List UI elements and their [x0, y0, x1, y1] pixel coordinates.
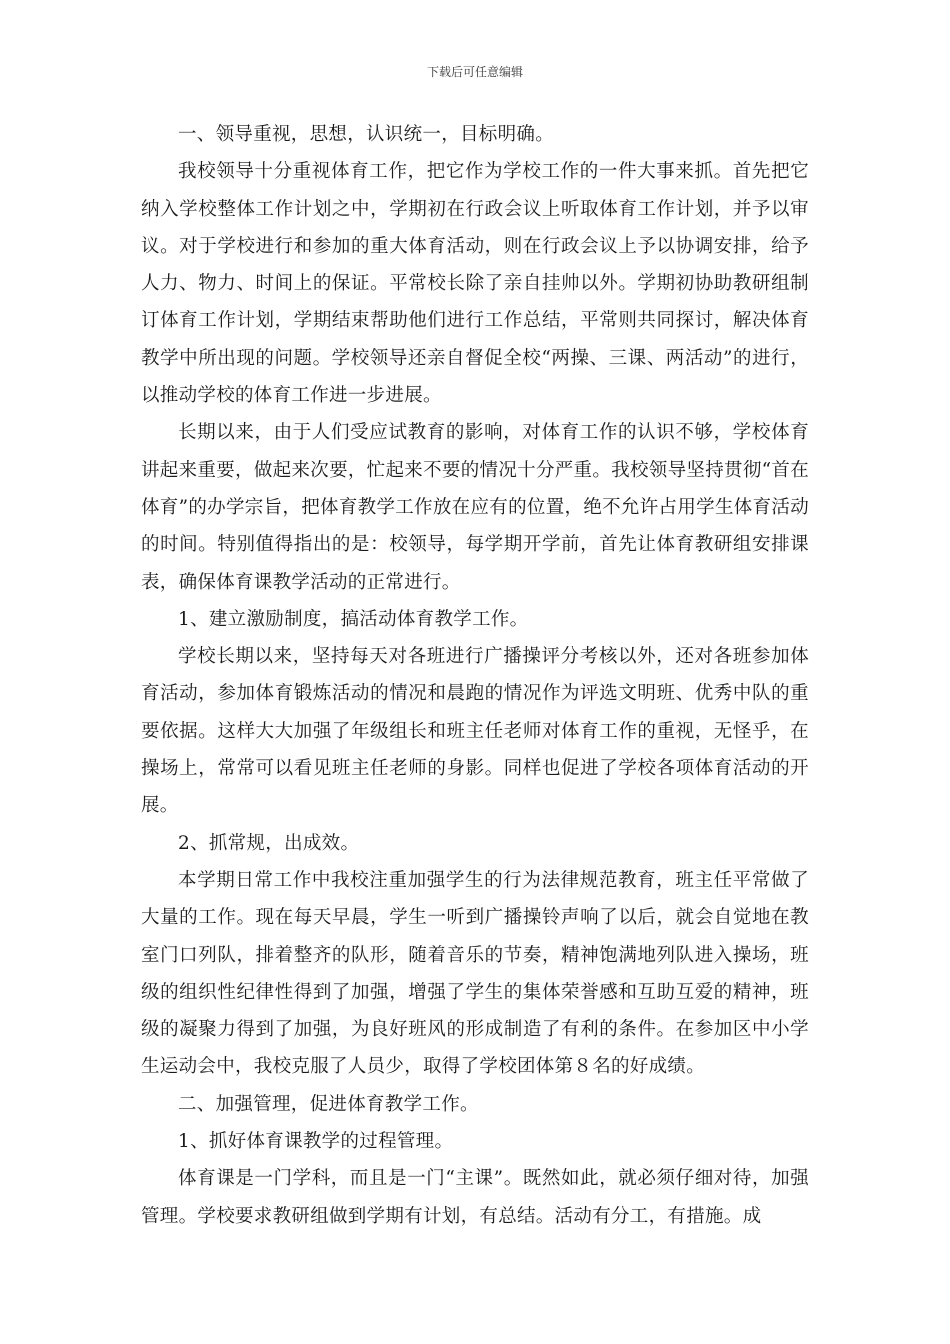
- section-heading-management: 二、加强管理，促进体育教学工作。: [178, 1093, 479, 1115]
- subheading-process-management: 1、抓好体育课教学的过程管理。: [178, 1131, 454, 1153]
- paragraph-leadership-attention: 我校领导十分重视体育工作，把它作为学校工作的一件大事来抓。首先把它纳入学校整体工作计划之中，学期初在行政会议上听取体育工作计划，并予以审议。对于学校进行和参加的重大体育活动，则在行政会议上予以协调安排，给予人力、物力、时间上的保证。平常校长除了亲自挂帅以外。学期初协助教研组制订体育工作计划，学期结束帮助他们进行工作总结，平常则共同探讨，解决体育教学中所出现的问题。学校领导还亲自督促全校“两操、三课、两活动”的进行，以推动学校的体育工作进一步进展。: [141, 161, 809, 407]
- page-header: 下载后可任意编辑: [426, 65, 523, 79]
- paragraph-routine: 本学期日常工作中我校注重加强学生的行为法律规范教育，班主任平常做了大量的工作。现在每天早晨，学生一听到广播操铃声响了以后，就会自觉地在教室门口列队，排着整齐的队形，随着音乐的节奏，精神饱满地列队进入操场，班级的组织性纪律性得到了加强，增强了学生的集体荣誉感和互助互爱的精神，班级的凝聚力得到了加强，为良好班风的形成制造了有利的条件。在参加区中小学生运动会中，我校克服了人员少，取得了学校团体第８名的好成绩。: [141, 869, 809, 1078]
- paragraph-pe-class: 体育课是一门学科，而且是一门“主课”。既然如此，就必须仔细对待，加强管理。学校要求教研组做到学期有计划，有总结。活动有分工，有措施。成: [141, 1168, 809, 1227]
- section-heading-leadership: 一、领导重视，思想，认识统一，目标明确。: [178, 124, 555, 145]
- paragraph-exam-oriented-education: 长期以来，由于人们受应试教育的影响，对体育工作的认识不够，学校体育讲起来重要，做起来次要，忙起来不要的情况十分严重。我校领导坚持贯彻“首在体育”的办学宗旨，把体育教学工作放在应有的位置，绝不允许占用学生体育活动的时间。特别值得指出的是：校领导，每学期开学前，首先让体育教研组安排课表，确保体育课教学活动的正常进行。: [141, 422, 809, 593]
- subheading-incentive-system: 1、建立激励制度，搞活动体育教学工作。: [178, 608, 529, 630]
- paragraph-incentive-system: 学校长期以来，坚持每天对各班进行广播操评分考核以外，还对各班参加体育活动，参加体育锻炼活动的情况和晨跑的情况作为评选文明班、优秀中队的重要依据。这样大大加强了年级组长和班主任老师对体育工作的重视，无怪乎，在操场上，常常可以看见班主任老师的身影。同样也促进了学校各项体育活动的开展。: [141, 646, 809, 817]
- document-body: [141, 116, 809, 1235]
- subheading-routine: 2、抓常规，出成效。: [178, 832, 360, 854]
